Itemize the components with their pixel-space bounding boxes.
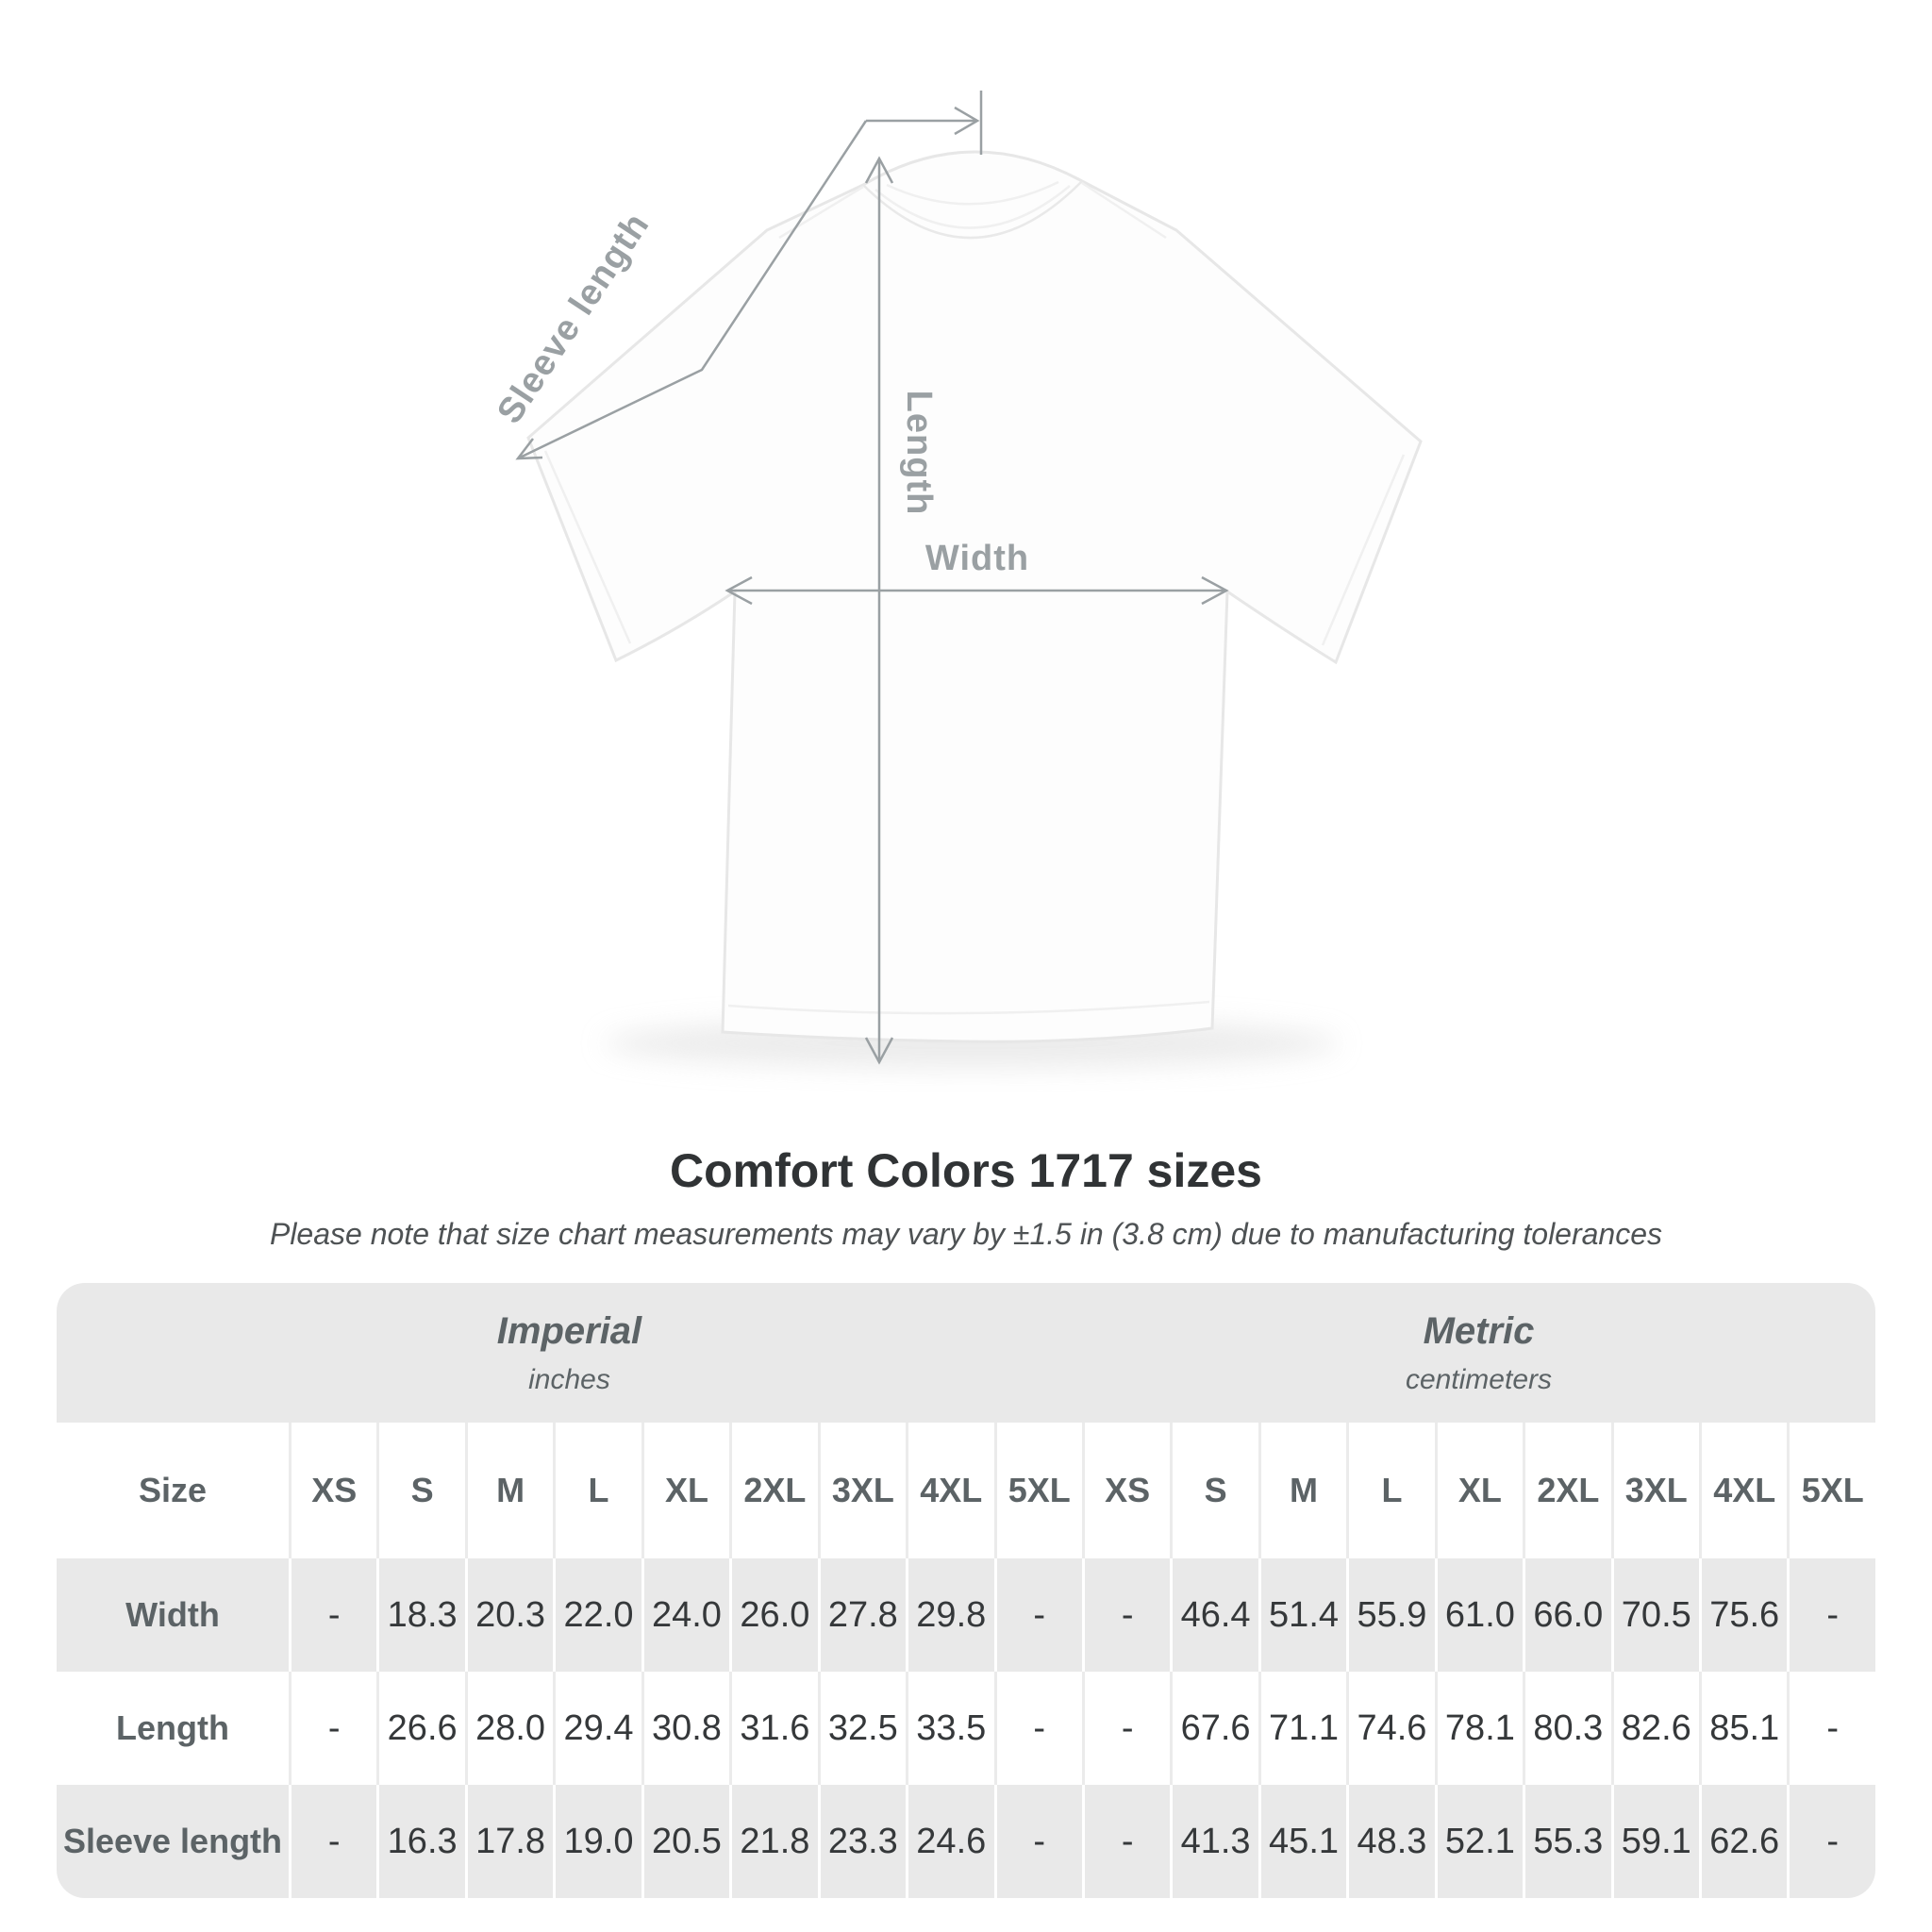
metric-label: Metric: [1423, 1309, 1535, 1352]
size-header-imperial-5xl: 5XL: [994, 1423, 1082, 1558]
table-cell: 41.3: [1170, 1785, 1257, 1898]
table-cell: 70.5: [1611, 1558, 1699, 1672]
table-cell: 18.3: [376, 1558, 464, 1672]
table-cell: 59.1: [1611, 1785, 1699, 1898]
size-header-imperial-4xl: 4XL: [906, 1423, 993, 1558]
width-label: Width: [924, 539, 1030, 578]
table-cell: 75.6: [1699, 1558, 1787, 1672]
table-cell: 46.4: [1170, 1558, 1257, 1672]
table-cell: 29.4: [553, 1672, 641, 1785]
table-cell: -: [994, 1558, 1082, 1672]
size-header-metric-2xl: 2XL: [1523, 1423, 1610, 1558]
page-title: Comfort Colors 1717 sizes: [670, 1144, 1262, 1197]
row-label-width: Width: [57, 1558, 289, 1672]
table-cell: -: [289, 1785, 376, 1898]
size-header-metric-xl: XL: [1435, 1423, 1523, 1558]
table-cell: 55.3: [1523, 1785, 1610, 1898]
table-cell: 27.8: [818, 1558, 906, 1672]
table-row-sleeve-length: [57, 1785, 1875, 1898]
length-label: Length: [899, 390, 939, 516]
table-cell: 31.6: [729, 1672, 817, 1785]
size-header-imperial-s: S: [376, 1423, 464, 1558]
table-cell: 82.6: [1611, 1672, 1699, 1785]
table-cell: 48.3: [1346, 1785, 1434, 1898]
table-cell: -: [1082, 1672, 1170, 1785]
table-cell: 85.1: [1699, 1672, 1787, 1785]
table-cell: 26.6: [376, 1672, 464, 1785]
tshirt-graphic: [528, 152, 1421, 1041]
table-cell: 80.3: [1523, 1672, 1610, 1785]
tolerance-note: Please note that size chart measurements may vary by ±1.5 in (3.8 cm) due to manufacturing tolerances: [269, 1217, 1663, 1251]
size-header-row: [57, 1423, 1875, 1558]
table-cell: -: [1082, 1785, 1170, 1898]
table-cell: -: [289, 1558, 376, 1672]
table-cell: -: [1082, 1558, 1170, 1672]
size-column-header: Size: [57, 1423, 289, 1558]
table-cell: 29.8: [906, 1558, 993, 1672]
table-cell: 24.0: [641, 1558, 729, 1672]
table-cell: -: [289, 1672, 376, 1785]
metric-unit-label: centimeters: [1405, 1363, 1552, 1395]
table-cell: 33.5: [906, 1672, 993, 1785]
size-header-metric-3xl: 3XL: [1611, 1423, 1699, 1558]
row-label-length: Length: [57, 1672, 289, 1785]
sleeve-length-label: Sleeve length: [490, 206, 658, 431]
size-header-imperial-l: L: [553, 1423, 641, 1558]
size-header-metric-xs: XS: [1082, 1423, 1170, 1558]
table-cell: 21.8: [729, 1785, 817, 1898]
table-cell: 62.6: [1699, 1785, 1787, 1898]
row-label-sleeve-length: Sleeve length: [57, 1785, 289, 1898]
table-cell: 22.0: [553, 1558, 641, 1672]
table-row-length: [57, 1672, 1875, 1785]
table-cell: 28.0: [465, 1672, 553, 1785]
table-cell: -: [994, 1785, 1082, 1898]
size-header-metric-4xl: 4XL: [1699, 1423, 1787, 1558]
table-cell: 26.0: [729, 1558, 817, 1672]
table-cell: 20.3: [465, 1558, 553, 1672]
size-header-imperial-3xl: 3XL: [818, 1423, 906, 1558]
size-chart-table: [57, 1283, 1875, 1898]
table-cell: 32.5: [818, 1672, 906, 1785]
table-cell: -: [1787, 1558, 1875, 1672]
size-header-imperial-xs: XS: [289, 1423, 376, 1558]
table-cell: 67.6: [1170, 1672, 1257, 1785]
table-cell: 45.1: [1258, 1785, 1346, 1898]
table-cell: 66.0: [1523, 1558, 1610, 1672]
table-cell: -: [1787, 1785, 1875, 1898]
table-cell: 51.4: [1258, 1558, 1346, 1672]
unit-group-imperial: [57, 1283, 1082, 1423]
size-header-imperial-2xl: 2XL: [729, 1423, 817, 1558]
table-cell: -: [994, 1672, 1082, 1785]
table-cell: 19.0: [553, 1785, 641, 1898]
size-header-metric-l: L: [1346, 1423, 1434, 1558]
unit-group-metric: [1082, 1283, 1875, 1423]
table-cell: 20.5: [641, 1785, 729, 1898]
size-header-imperial-xl: XL: [641, 1423, 729, 1558]
table-cell: 55.9: [1346, 1558, 1434, 1672]
table-cell: 71.1: [1258, 1672, 1346, 1785]
table-cell: 30.8: [641, 1672, 729, 1785]
table-cell: 24.6: [906, 1785, 993, 1898]
table-cell: -: [1787, 1672, 1875, 1785]
table-cell: 52.1: [1435, 1785, 1523, 1898]
size-header-imperial-m: M: [465, 1423, 553, 1558]
table-cell: 61.0: [1435, 1558, 1523, 1672]
table-cell: 17.8: [465, 1785, 553, 1898]
imperial-label: Imperial: [496, 1309, 642, 1352]
size-header-metric-m: M: [1258, 1423, 1346, 1558]
table-cell: 23.3: [818, 1785, 906, 1898]
size-header-metric-s: S: [1170, 1423, 1257, 1558]
table-cell: 78.1: [1435, 1672, 1523, 1785]
table-row-width: [57, 1558, 1875, 1672]
unit-group-header-row: [57, 1283, 1875, 1423]
table-cell: 16.3: [376, 1785, 464, 1898]
size-header-metric-5xl: 5XL: [1787, 1423, 1875, 1558]
imperial-unit-label: inches: [528, 1363, 610, 1395]
table-cell: 74.6: [1346, 1672, 1434, 1785]
